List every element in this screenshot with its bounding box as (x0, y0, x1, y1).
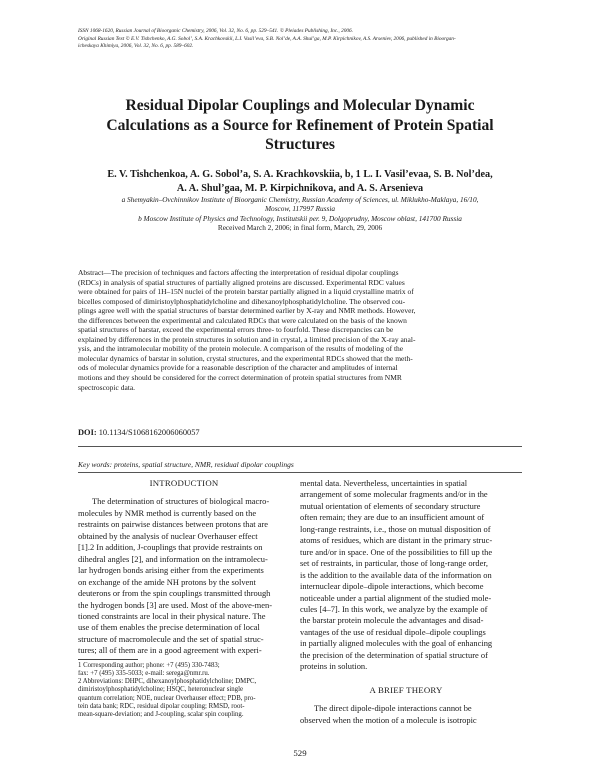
divider-bottom (78, 472, 522, 473)
affiliation-line: b Moscow Institute of Physics and Technology, Institutskii per. 9, Dolgoprudny, Moscow oblast, 141700 Russia (138, 213, 462, 223)
title-line: Structures (265, 136, 335, 153)
abstract-line: spatial structures of barstar, exceed the experimental errors three- to fourfold. These discrepancies can be (78, 325, 394, 335)
body-line: is the addition to the available data of the information on (300, 569, 492, 580)
abstract-line: molecular dynamics of barstar in solution, crystal structures, and the experimental RDCs showed that the meth- (78, 353, 413, 363)
body-line: atoms of residues, which are distant in the primary struc- (300, 535, 493, 546)
title-line: Residual Dipolar Couplings and Molecular Dynamic (125, 97, 475, 114)
abstract-line: motions and they should be considered for the correct determination of protein spatial structures from NMR (78, 373, 402, 383)
body-line: use of them enables the precise determination of local (78, 622, 260, 633)
body-line: arrangement of some molecular fragments and/or in the (300, 489, 488, 500)
body-line: tioned constraints are local in their physical nature. The (78, 610, 266, 621)
body-line: cules [4–7]. In this work, we analyze by the example of (300, 603, 488, 614)
body-line: observed when the motion of a molecule is isotropic (300, 714, 477, 725)
footnote-line: dimiristoylphosphatidylcholine; HSQC, heteronuclear single (78, 686, 243, 694)
footnote-divider (78, 659, 138, 660)
section-heading-brief-theory: A BRIEF THEORY (369, 684, 443, 695)
footnote-line: tein data bank; RDC, residual dipolar coupling; RMSD, root- (78, 702, 245, 710)
page-number: 529 (293, 748, 307, 758)
abstract-line: the differences between the experimental and calculated RDCs that were calculated on the basis of the known (78, 315, 407, 325)
doi-label: DOI: (78, 428, 97, 437)
abstract-line: (RDCs) in analysis of spatial structures of partially aligned proteins are discussed. Experimental RDC values (78, 277, 405, 287)
abstract-line: were obtained for pairs of 1H–15N nuclei of the protein barstar partially aligned in a liquid crystalline matrix of (78, 287, 414, 297)
body-line: often remain; they are due to an insufficient amount of (300, 512, 485, 523)
body-line: molecules by NMR method is currently based on the (78, 507, 257, 518)
abstract (78, 268, 522, 392)
affiliation-line: a Shemyakin–Ovchinnikov Institute of Bioorganic Chemistry, Russian Academy of Sciences, ul. Miklukho-Maklaya, 16/10, (121, 195, 479, 204)
journal-header (78, 28, 536, 51)
spacer (300, 696, 512, 703)
doi-line (78, 428, 200, 437)
body-line: vantages of the use of residual dipole–dipole couplings (300, 626, 486, 637)
body-line: the precision of the determination of spatial structure of (300, 649, 488, 660)
footnotes (78, 662, 290, 719)
section-heading-introduction: INTRODUCTION (149, 478, 219, 488)
abstract-line: ods of molecular dynamics provide for a reasonable description of the character and amplitudes of internal (78, 363, 398, 373)
spacer (300, 673, 512, 685)
footnote-line: fax: +7 (495) 335-5033; e-mail: serega@nmr.ru. (78, 670, 210, 678)
keywords: Key words: proteins, spatial structure, NMR, residual dipolar couplings (78, 460, 294, 469)
body-line: on exchange of the amide NH protons by the solvent (78, 576, 256, 587)
footnote-line: mean-square-deviation; and J-coupling, scalar spin coupling. (78, 710, 244, 718)
author-list (70, 168, 530, 195)
body-line: lar hydrogen bonds arising either from the experiments (78, 565, 264, 576)
right-column (300, 478, 512, 726)
body-line: restraints on pairwise distances between protons that are (78, 519, 269, 530)
body-line: [1].2 In addition, J-couplings that provide restraints on (78, 542, 263, 553)
body-line: long-range restraints, i.e., those on mutual disposition of (300, 523, 491, 534)
body-line: dihedral angles [2], and information on the intramolecu- (78, 553, 268, 564)
header-line: ISSN 1068-1620, Russian Journal of Bioorganic Chemistry, 2006, Vol. 32, No. 6, pp. 529–541. © Pleiades Publishing, Inc., 2006. (78, 28, 353, 34)
body-line: internuclear dipole–dipole interactions, which become (300, 581, 484, 592)
abstract-line: plings agree well with the spatial structures of barstar determined earlier by X-ray and NMR methods. However, (78, 306, 416, 316)
body-line: mental data. Nevertheless, uncertainties in spatial (300, 478, 468, 488)
author-line: E. V. Tishchenkoa, A. G. Sobol’a, S. A. Krachkovskiia, b, 1 L. I. Vasil’evaa, S. B. Nol’dea, (107, 169, 493, 180)
body-line: in partially aligned molecules with the goal of enhancing (300, 638, 493, 649)
body-line: The determination of structures of biological macro- (92, 496, 270, 507)
footnote-line: 2 Abbreviations: DHPC, dihexanoylphosphatidylcholine; DMPC, (78, 678, 257, 686)
body-line: the hydrogen bonds [3] are used. Most of the above-men- (78, 599, 273, 610)
header-line: icheskaya Khimiya, 2006, Vol. 32, No. 6, pp. 589–602. (78, 43, 194, 50)
body-line: mutual orientation of elements of secondary structure (300, 500, 481, 511)
left-column (78, 478, 290, 657)
article-title (70, 96, 530, 155)
title-line: Calculations as a Source for Refinement of Protein Spatial (106, 116, 494, 134)
abstract-line: bicelles composed of dimiristoylphosphatidylcholine and dihexanoylphosphatidylcholine. The observed cou- (78, 296, 406, 306)
abstract-line: explained by differences in the protein structures in solution and in crystal, a limited precision of the X-ray anal- (78, 334, 416, 344)
body-line: the barstar protein molecule the advantages and disad- (300, 615, 484, 626)
body-line: deuterons or from the spin couplings transmitted through (78, 588, 271, 599)
footnote-line: quantum correlation; NOE, nuclear Overhauser effect; PDB, pro- (78, 694, 256, 702)
body-line: noticeable under a partial alignment of the studied mole- (300, 592, 492, 603)
divider-top (78, 446, 522, 447)
author-line: A. A. Shul’gaa, M. P. Kirpichnikova, and A. S. Arsenieva (176, 182, 424, 194)
abstract-line: ysis, and the intramolecular mobility of the protein molecule. A comparison of the results of modeling of the (78, 344, 404, 354)
spacer (78, 489, 290, 496)
body-line: obtained by the analysis of nuclear Overhauser effect (78, 530, 258, 541)
header-line: Original Russian Text © E.V. Tishchenko, A.G. Sobol’, S.A. Krachkovskii, L.I. Vasil’eva, S.B. Nol’de, A.A. Shul’ga, M.P. Kirpichnikov, A.S. Arseniev, 2006, published in Bioorgan- (78, 35, 456, 42)
received-date: Received March 2, 2006; in final form, March, 29, 2006 (217, 223, 383, 233)
body-line: tures; all of them are in a good agreement with experi- (78, 645, 262, 656)
body-line: The direct dipole-dipole interactions cannot be (314, 703, 472, 714)
abstract-line: Abstract—The precision of techniques and factors affecting the interpretation of residual dipolar couplings (78, 268, 399, 277)
body-line: proteins in solution. (300, 661, 368, 672)
affiliations (70, 195, 530, 233)
body-line: set of restraints, in particular, those of long-range order, (300, 558, 488, 569)
affiliation-line: Moscow, 117997 Russia (264, 204, 336, 214)
body-line: ture and/or in space. One of the possibilities to fill up the (300, 546, 493, 557)
doi-value[interactable]: 10.1134/S1068162006060057 (98, 428, 200, 437)
footnote-line: 1 Corresponding author; phone: +7 (495) 330-7483; (78, 662, 220, 669)
body-line: structure of macromolecule and the set of spatial struc- (78, 633, 264, 644)
abstract-line: spectroscopic data. (78, 382, 136, 392)
